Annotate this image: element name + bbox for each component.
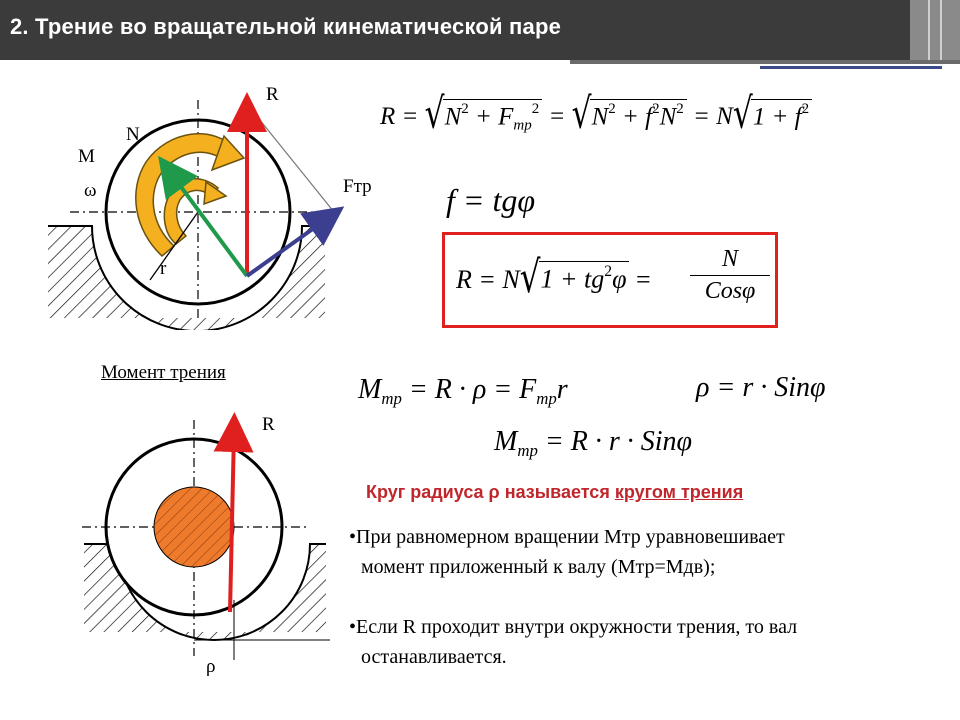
bullet-item: •При равномерном вращении Мтр уравновешивает момент приложенный к валу (Мтр=Мдв); <box>349 526 785 578</box>
formula-R-via-phi: $R = N√1 + tg^2\varphi$ = <box>456 251 651 303</box>
header-underline <box>570 60 960 64</box>
label-R: R <box>266 84 279 105</box>
header-underline <box>760 66 942 69</box>
label-M: M <box>78 146 95 167</box>
label-omega: ω <box>84 180 97 201</box>
label-r: r <box>160 258 167 279</box>
title-bar <box>0 0 960 60</box>
slide-title: 2. Трение во вращательной кинематической паре <box>10 14 562 39</box>
friction-circle-diagram <box>76 408 338 668</box>
friction-circle-definition: Круг радиуса ρ называется кругом трения <box>366 482 744 502</box>
label-Ftr: Fтр <box>343 176 372 197</box>
label-rho: ρ <box>206 656 216 677</box>
friction-moment-heading: Момент трения <box>101 362 226 383</box>
formula-fraction: N Cosφ <box>690 246 770 305</box>
friction-circle <box>154 487 234 567</box>
header-accent-line <box>940 0 942 62</box>
formula-friction-moment: $M_{тр} = R \cdot \rho = F_{тр}r$ <box>358 374 568 408</box>
header-accent-line <box>928 0 930 62</box>
formula-R-magnitude: $R = √N^2 + F_{тр}^2 = √N^2 + f^2N^2 = N√1 + f^2$ <box>380 96 812 133</box>
label-R-bottom: R <box>262 414 275 435</box>
formula-friction-coefficient: f = tgφ <box>446 182 536 218</box>
bearing-force-diagram <box>40 80 380 330</box>
label-N: N <box>126 124 140 145</box>
formula-rho: ρ = r · Sinφ <box>696 372 826 403</box>
header-accent-block <box>910 0 960 60</box>
bullet-item: •Если R проходит внутри окружности трения, то вал останавливается. <box>349 616 798 668</box>
formula-moment-sin: $M_{тр} = R \cdot r \cdot Sin\varphi$ <box>494 426 693 460</box>
